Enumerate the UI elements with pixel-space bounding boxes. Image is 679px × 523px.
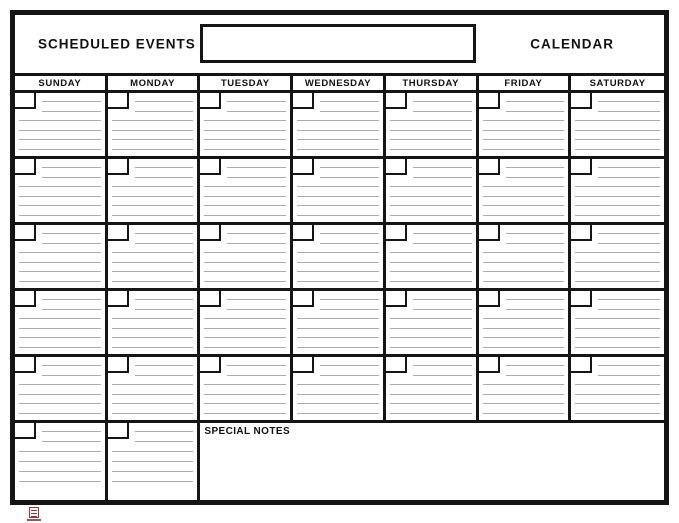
day-cell <box>293 93 386 159</box>
day-cell <box>571 357 664 423</box>
date-box <box>479 357 500 373</box>
date-box <box>15 357 36 373</box>
day-cell <box>200 357 293 423</box>
date-box <box>200 159 221 175</box>
date-box <box>479 225 500 241</box>
day-cell <box>386 93 479 159</box>
date-box <box>479 93 500 109</box>
weekday-row <box>15 73 664 93</box>
month-title-box <box>200 24 476 63</box>
date-box <box>386 225 407 241</box>
day-cell <box>571 159 664 225</box>
day-cell <box>200 291 293 357</box>
weekday-header-sunday: SUNDAY <box>15 76 108 90</box>
day-cell <box>200 159 293 225</box>
header-band <box>15 15 664 73</box>
day-cell <box>15 225 108 291</box>
date-box <box>293 291 314 307</box>
date-box <box>293 225 314 241</box>
day-cell <box>108 225 201 291</box>
special-notes-area <box>200 423 664 500</box>
date-box <box>571 291 592 307</box>
date-box <box>15 225 36 241</box>
day-cell <box>386 225 479 291</box>
day-cell <box>15 93 108 159</box>
day-cell <box>15 291 108 357</box>
weekday-header-wednesday: WEDNESDAY <box>293 76 386 90</box>
day-cell <box>293 357 386 423</box>
day-cell <box>108 159 201 225</box>
day-cell <box>386 291 479 357</box>
date-box <box>200 357 221 373</box>
date-box <box>293 159 314 175</box>
date-box <box>200 225 221 241</box>
day-cell <box>293 291 386 357</box>
weekday-header-saturday: SATURDAY <box>589 77 646 89</box>
day-cell <box>293 225 386 291</box>
brand-logo-icon <box>27 507 43 522</box>
date-box <box>15 423 36 439</box>
date-box <box>15 159 36 175</box>
date-box <box>108 291 129 307</box>
date-box <box>293 93 314 109</box>
calendar-grid <box>15 93 664 500</box>
day-cell <box>386 159 479 225</box>
day-cell <box>479 225 572 291</box>
date-box <box>386 291 407 307</box>
date-box <box>15 291 36 307</box>
date-box <box>386 357 407 373</box>
date-box <box>479 291 500 307</box>
day-cell <box>200 225 293 291</box>
day-cell <box>479 93 572 159</box>
date-box <box>571 159 592 175</box>
day-cell <box>571 225 664 291</box>
day-cell <box>571 291 664 357</box>
date-box <box>571 225 592 241</box>
day-cell <box>479 291 572 357</box>
day-cell <box>479 159 572 225</box>
day-cell <box>293 159 386 225</box>
weekday-header-monday: MONDAY <box>108 76 201 90</box>
date-box <box>108 357 129 373</box>
calendar-board <box>10 10 669 505</box>
date-box <box>386 159 407 175</box>
date-box <box>479 159 500 175</box>
special-notes-label: SPECIAL NOTES <box>204 426 291 437</box>
day-cell <box>108 93 201 159</box>
date-box <box>200 291 221 307</box>
day-cell <box>479 357 572 423</box>
date-box <box>108 159 129 175</box>
date-box <box>108 225 129 241</box>
day-cell <box>15 357 108 423</box>
day-cell <box>15 159 108 225</box>
date-box <box>571 357 592 373</box>
day-cell <box>386 357 479 423</box>
weekday-header-tuesday: TUESDAY <box>200 76 293 90</box>
date-box <box>108 423 129 439</box>
calendar-title: CALENDAR <box>530 36 614 52</box>
day-cell <box>108 291 201 357</box>
day-cell <box>108 423 201 500</box>
weekday-header-thursday: THURSDAY <box>386 76 479 90</box>
date-box <box>200 93 221 109</box>
date-box <box>15 93 36 109</box>
date-box <box>108 93 129 109</box>
weekday-header-friday: FRIDAY <box>479 76 572 90</box>
scheduled-events-title: SCHEDULED EVENTS <box>38 36 196 52</box>
day-cell <box>108 357 201 423</box>
date-box <box>571 93 592 109</box>
date-box <box>386 93 407 109</box>
day-cell <box>571 93 664 159</box>
date-box <box>293 357 314 373</box>
day-cell <box>15 423 108 500</box>
day-cell <box>200 93 293 159</box>
